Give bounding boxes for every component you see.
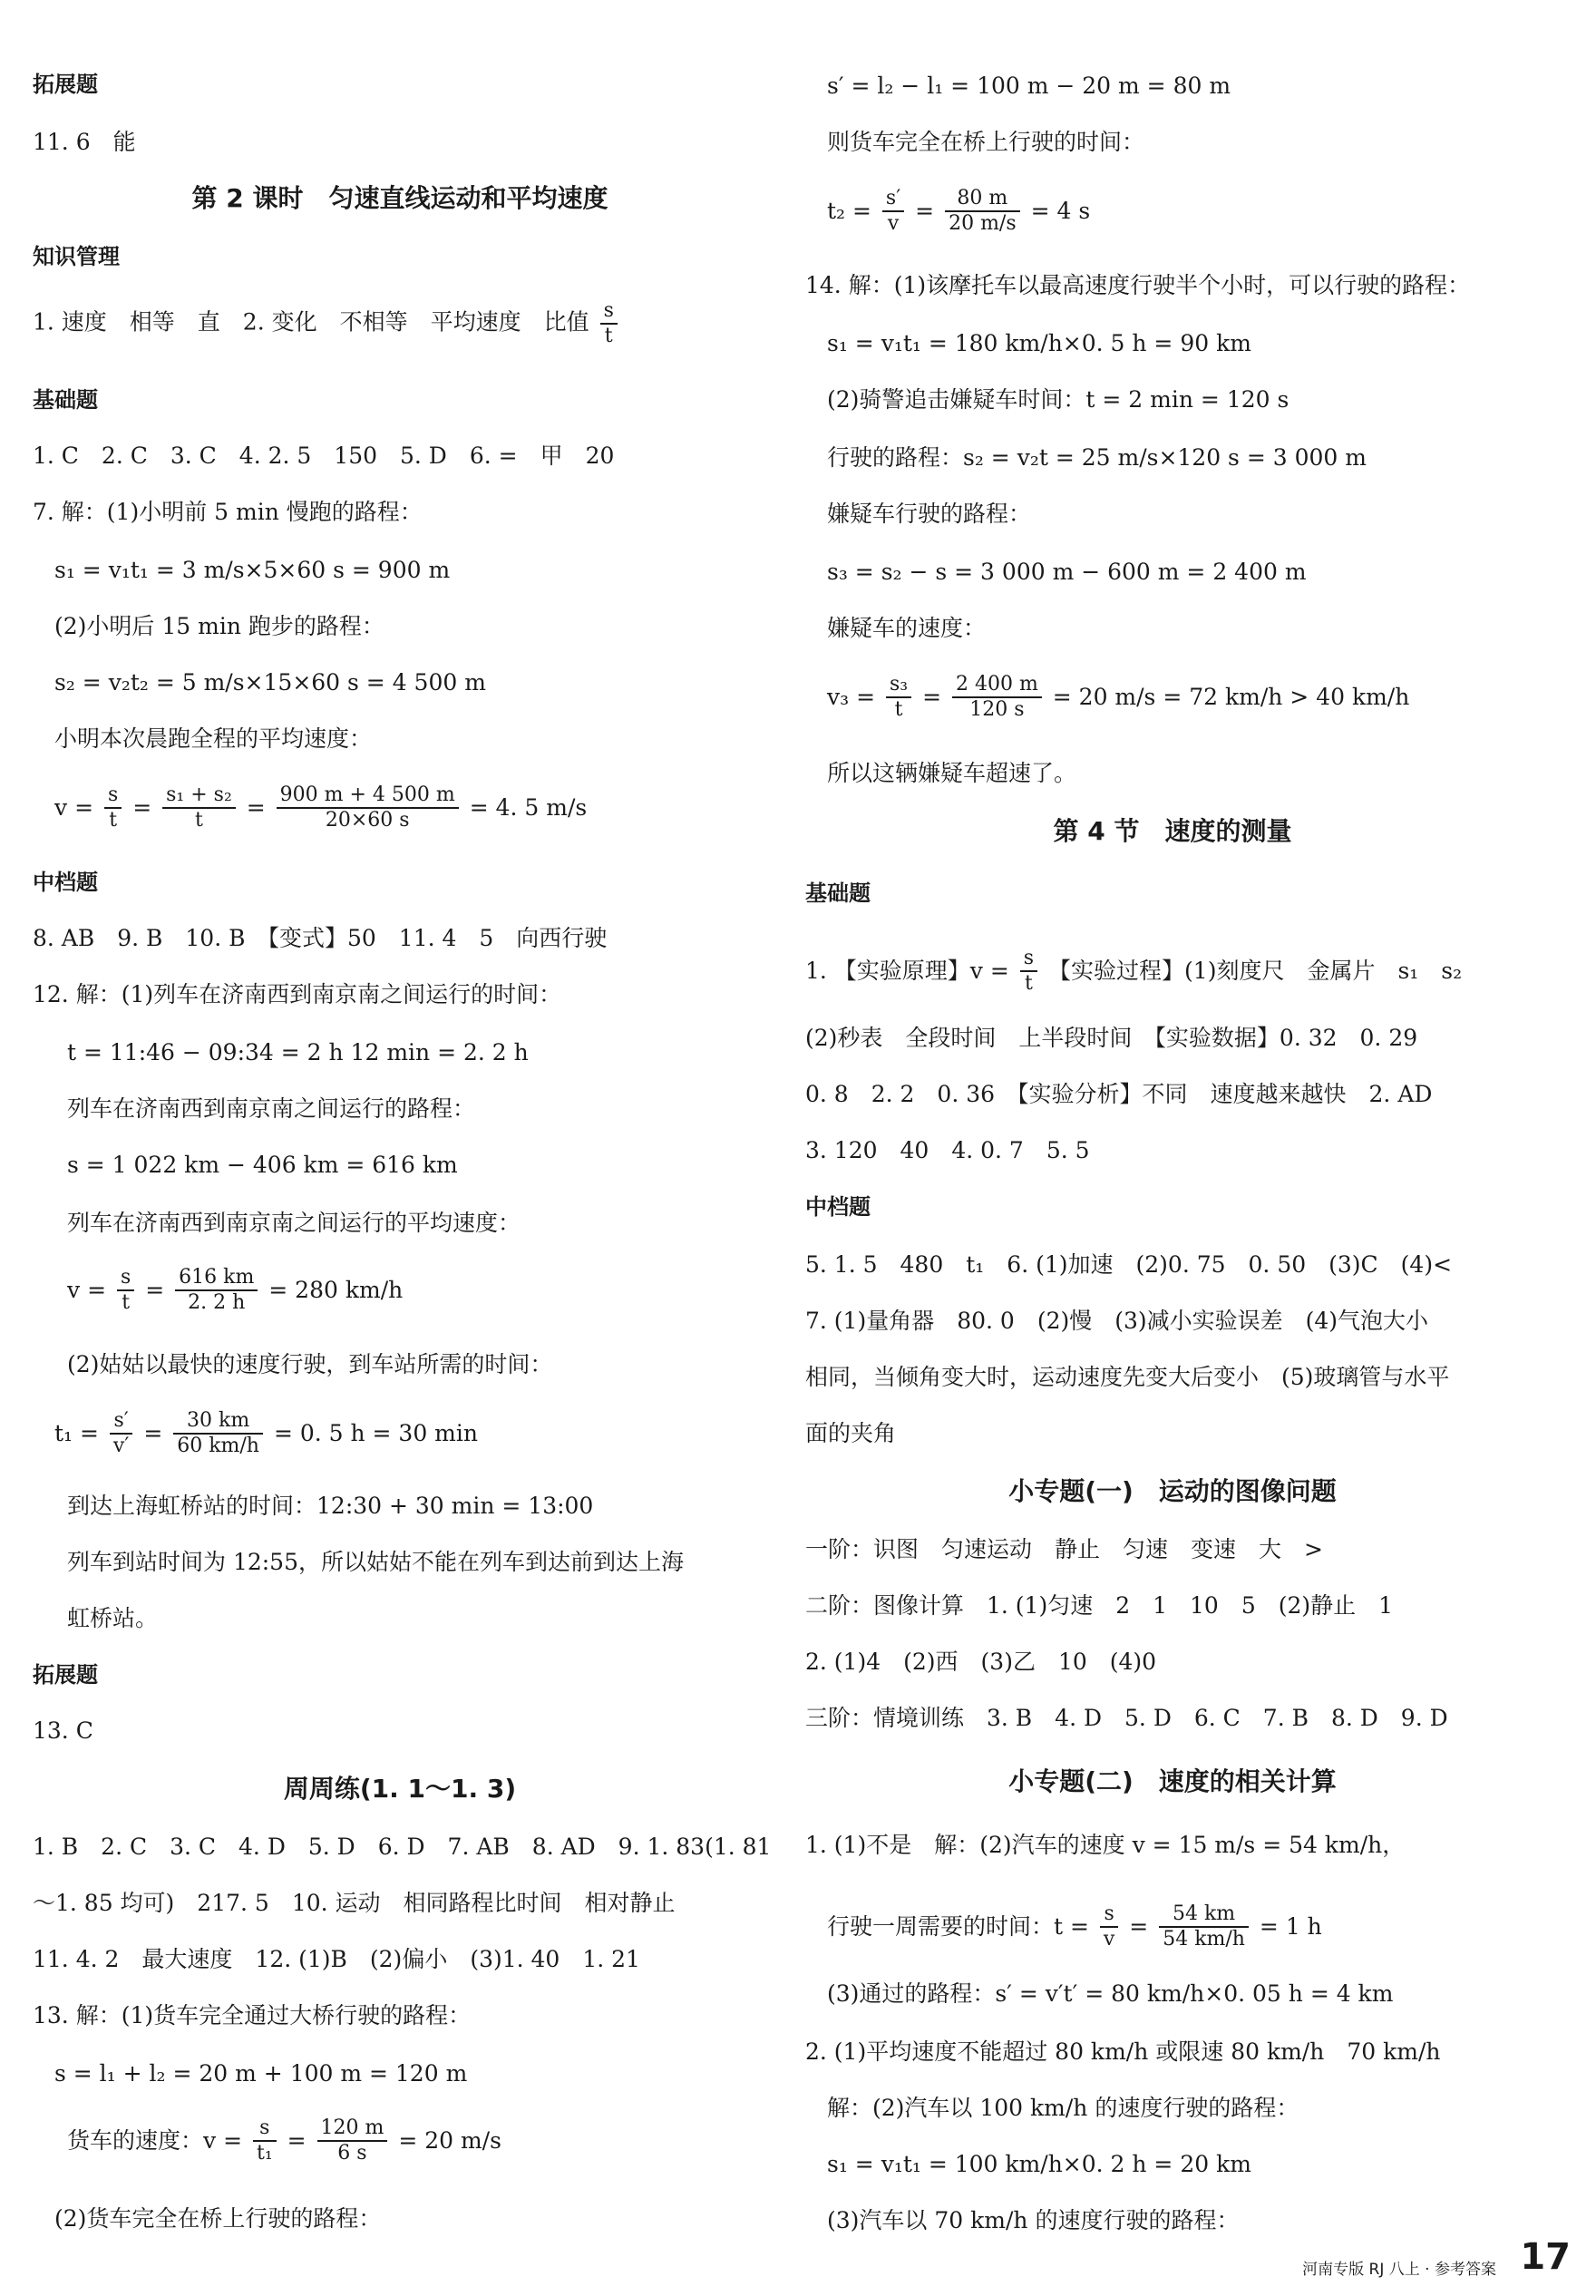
section-heading: 中档题 xyxy=(33,870,98,895)
formula-line xyxy=(67,1266,403,1315)
formula-text: = 4 s xyxy=(1030,198,1091,224)
denominator: 60 km/h xyxy=(177,1435,259,1457)
fraction xyxy=(952,673,1042,722)
answer-line: 一阶：识图 匀速运动 静止 匀速 变速 大 > xyxy=(805,1536,1323,1562)
numerator: s′ xyxy=(110,1409,132,1435)
formula-line: s₁ = v₁t₁ = 180 km/h×0. 5 h = 90 km xyxy=(827,330,1251,356)
fraction xyxy=(162,783,236,832)
section-heading: 基础题 xyxy=(805,880,871,906)
formula-text: = 280 km/h xyxy=(268,1277,404,1303)
denominator: 2. 2 h xyxy=(188,1291,246,1314)
section-heading: 拓展题 xyxy=(33,72,98,97)
formula-line: s₃ = s₂ − s = 3 000 m − 600 m = 2 400 m xyxy=(827,559,1307,585)
numerator: s xyxy=(117,1266,134,1291)
numerator: 120 m xyxy=(317,2116,388,2142)
numerator: s₁ + s₂ xyxy=(162,783,236,809)
numerator: 54 km xyxy=(1159,1902,1249,1928)
formula-text: t₁ = xyxy=(54,1420,99,1446)
numerator: 616 km xyxy=(175,1266,258,1291)
formula-text: = 20 m/s = 72 km/h > 40 km/h xyxy=(1052,684,1410,710)
numerator: 2 400 m xyxy=(952,673,1042,698)
fraction xyxy=(317,2116,388,2165)
answer-line: 面的夹角 xyxy=(805,1420,897,1446)
answer-line: 虹桥站。 xyxy=(67,1605,159,1631)
denominator: v xyxy=(1103,1928,1115,1951)
formula-line: s₁ = v₁t₁ = 100 km/h×0. 2 h = 20 km xyxy=(827,2151,1251,2177)
answer-line xyxy=(805,947,1462,996)
numerator: s xyxy=(1100,1902,1118,1928)
answer-text: 【实验过程】(1)刻度尺 金属片 s₁ s₂ xyxy=(1048,958,1463,984)
fraction xyxy=(886,673,911,722)
page-footer: 河南专版 RJ 八上 · 参考答案 xyxy=(1302,2261,1496,2279)
numerator: s xyxy=(600,299,618,325)
fraction xyxy=(253,2116,277,2165)
formula-line: s′ = l₂ − l₁ = 100 m − 20 m = 80 m xyxy=(827,73,1231,99)
formula-line xyxy=(827,187,1090,236)
answer-line: 列车在济南西到南京南之间运行的平均速度： xyxy=(67,1210,521,1236)
answer-line: 相同，当倾角变大时，运动速度先变大后变小 (5)玻璃管与水平 xyxy=(805,1364,1450,1390)
denominator: 20 m/s xyxy=(949,212,1017,235)
formula-text: = xyxy=(246,794,266,821)
fraction xyxy=(277,783,459,832)
numerator: 30 km xyxy=(173,1409,263,1435)
answer-line: 7. 解：(1)小明前 5 min 慢跑的路程： xyxy=(33,499,423,525)
answer-line: 11. 6 能 xyxy=(33,129,136,155)
lesson-title: 第 2 课时 匀速直线运动和平均速度 xyxy=(191,183,608,213)
lesson-title: 小专题(一) 运动的图像问题 xyxy=(1008,1476,1337,1506)
formula-text: v₃ = xyxy=(827,684,876,710)
formula-text: v = xyxy=(67,1277,107,1303)
answer-line: 0. 8 2. 2 0. 36 【实验分析】不同 速度越来越快 2. AD xyxy=(805,1081,1433,1107)
formula-line: (3)通过的路程：s′ = v′t′ = 80 km/h×0. 05 h = 4 km xyxy=(827,1980,1394,2007)
section-heading: 基础题 xyxy=(33,387,98,413)
denominator: 54 km/h xyxy=(1163,1928,1245,1951)
formula-text: = xyxy=(287,2127,307,2154)
answer-line: 3. 120 40 4. 0. 7 5. 5 xyxy=(805,1137,1090,1163)
answer-line: 二阶：图像计算 1. (1)匀速 2 1 10 5 (2)静止 1 xyxy=(805,1592,1394,1619)
answer-line: 11. 4. 2 最大速度 12. (1)B (2)偏小 (3)1. 40 1. 21 xyxy=(33,1946,640,1972)
answer-line: (2)骑警追击嫌疑车时间：t = 2 min = 120 s xyxy=(827,386,1289,413)
fraction xyxy=(600,299,618,348)
answer-line xyxy=(33,299,621,348)
denominator: v′ xyxy=(112,1435,130,1457)
fraction xyxy=(882,187,904,236)
denominator: v xyxy=(887,212,900,235)
numerator: s₃ xyxy=(886,673,911,698)
fraction xyxy=(1020,947,1037,996)
formula-line: t = 11:46 − 09:34 = 2 h 12 min = 2. 2 h xyxy=(67,1039,529,1065)
fraction xyxy=(104,783,122,832)
fraction xyxy=(1100,1902,1118,1951)
lesson-title: 第 4 节 速度的测量 xyxy=(1053,816,1292,846)
answer-line: 则货车完全在桥上行驶的时间： xyxy=(827,129,1145,155)
answer-line: (3)汽车以 70 km/h 的速度行驶的路程： xyxy=(827,2207,1240,2233)
answer-line: 1. B 2. C 3. C 4. D 5. D 6. D 7. AB 8. AD 9. 1. 83(1. 81 xyxy=(33,1834,772,1860)
answer-line: 5. 1. 5 480 t₁ 6. (1)加速 (2)0. 75 0. 50 (3)C (4)< xyxy=(805,1251,1453,1278)
numerator: 900 m + 4 500 m xyxy=(277,783,459,809)
formula-text: = 1 h xyxy=(1259,1913,1322,1940)
denominator: t xyxy=(109,809,118,832)
answer-text: 1. 速度 相等 直 2. 变化 不相等 平均速度 比值 xyxy=(33,308,589,336)
answer-line: 列车在济南西到南京南之间运行的路程： xyxy=(67,1095,476,1122)
formula-line: s₂ = v₂t₂ = 5 m/s×15×60 s = 4 500 m xyxy=(54,669,486,696)
formula-line: s = 1 022 km − 406 km = 616 km xyxy=(67,1152,458,1178)
formula-text: 行驶一周需要的时间：t = xyxy=(827,1913,1089,1940)
answer-line: ～1. 85 均可) 217. 5 10. 运动 相同路程比时间 相对静止 xyxy=(33,1890,676,1916)
answer-line: 解：(2)汽车以 100 km/h 的速度行驶的路程： xyxy=(827,2095,1299,2121)
formula-line xyxy=(54,783,587,832)
answer-line: 所以这辆嫌疑车超速了。 xyxy=(827,760,1077,786)
section-heading: 拓展题 xyxy=(33,1662,98,1688)
formula-text: = 4. 5 m/s xyxy=(469,794,588,821)
formula-text: v = xyxy=(54,794,94,821)
denominator: t xyxy=(122,1291,131,1314)
numerator: s xyxy=(104,783,122,809)
formula-text: = xyxy=(1129,1913,1149,1940)
formula-text: = xyxy=(915,198,935,224)
denominator: 120 s xyxy=(969,698,1025,721)
numerator: s xyxy=(1020,947,1037,972)
answer-line: 14. 解：(1)该摩托车以最高速度行驶半个小时，可以行驶的路程： xyxy=(805,272,1471,298)
formula-line xyxy=(54,1409,478,1458)
fraction xyxy=(1159,1902,1249,1951)
formula-line: s = l₁ + l₂ = 20 m + 100 m = 120 m xyxy=(54,2060,468,2087)
answer-line: 2. (1)平均速度不能超过 80 km/h 或限速 80 km/h 70 km/h xyxy=(805,2038,1441,2065)
numerator: s xyxy=(253,2116,277,2142)
denominator: t₁ xyxy=(256,2142,273,2165)
formula-line xyxy=(827,1902,1322,1951)
numerator: s′ xyxy=(882,187,904,212)
answer-line: 小明本次晨跑全程的平均速度： xyxy=(54,725,373,752)
fraction xyxy=(173,1409,263,1458)
answer-line: 列车到站时间为 12:55，所以姑姑不能在列车到达前到达上海 xyxy=(67,1549,684,1575)
formula-text: t₂ = xyxy=(827,198,871,224)
lesson-title: 小专题(二) 速度的相关计算 xyxy=(1008,1766,1337,1796)
formula-text: 货车的速度：v = xyxy=(67,2127,243,2154)
answer-line: 1. (1)不是 解：(2)汽车的速度 v = 15 m/s = 54 km/h， xyxy=(805,1832,1406,1858)
formula-text: = xyxy=(922,684,942,710)
section-heading: 知识管理 xyxy=(33,244,120,269)
fraction xyxy=(175,1266,258,1315)
answer-line: 13. C xyxy=(33,1717,93,1744)
denominator: t xyxy=(195,809,203,832)
answer-line: 嫌疑车的速度： xyxy=(827,615,987,641)
fraction xyxy=(945,187,1020,236)
formula-text: = xyxy=(132,794,152,821)
answer-line: (2)货车完全在桥上行驶的路程： xyxy=(54,2205,382,2232)
formula-line xyxy=(67,2116,501,2165)
denominator: t xyxy=(1025,972,1033,995)
denominator: t xyxy=(894,698,903,721)
answer-text: 1. 【实验原理】v = xyxy=(805,958,1009,984)
formula-text: = xyxy=(145,1277,165,1303)
answer-line: 8. AB 9. B 10. B 【变式】50 11. 4 5 向西行驶 xyxy=(33,925,608,951)
answer-line: 13. 解：(1)货车完全通过大桥行驶的路程： xyxy=(33,2002,472,2028)
lesson-title: 周周练(1. 1～1. 3) xyxy=(283,1774,517,1804)
answer-line: 2. (1)4 (2)西 (3)乙 10 (4)0 xyxy=(805,1649,1157,1675)
formula-text: = xyxy=(143,1420,163,1446)
answer-line: 嫌疑车行驶的路程： xyxy=(827,501,1032,527)
answer-line: 1. C 2. C 3. C 4. 2. 5 150 5. D 6. = 甲 20 xyxy=(33,443,615,469)
fraction xyxy=(110,1409,132,1458)
formula-text: = 20 m/s xyxy=(398,2127,501,2154)
answer-line: (2)小明后 15 min 跑步的路程： xyxy=(54,613,384,639)
answer-line: (2)姑姑以最快的速度行驶，到车站所需的时间： xyxy=(67,1351,553,1377)
page-number: 17 xyxy=(1520,2236,1571,2278)
denominator: 6 s xyxy=(337,2142,367,2165)
answer-line: 三阶：情境训练 3. B 4. D 5. D 6. C 7. B 8. D 9. D xyxy=(805,1705,1448,1731)
section-heading: 中档题 xyxy=(805,1194,871,1220)
formula-line: s₁ = v₁t₁ = 3 m/s×5×60 s = 900 m xyxy=(54,557,451,583)
answer-line: 12. 解：(1)列车在济南西到南京南之间运行的时间： xyxy=(33,981,562,1007)
denominator: t xyxy=(604,325,613,347)
numerator: 80 m xyxy=(945,187,1020,212)
answer-line: (2)秒表 全段时间 上半段时间 【实验数据】0. 32 0. 29 xyxy=(805,1025,1418,1051)
answer-line: 到达上海虹桥站的时间：12:30 + 30 min = 13:00 xyxy=(67,1493,594,1519)
formula-line: 行驶的路程：s₂ = v₂t = 25 m/s×120 s = 3 000 m xyxy=(827,444,1367,471)
denominator: 20×60 s xyxy=(325,809,410,832)
formula-line xyxy=(827,673,1409,722)
fraction xyxy=(117,1266,134,1315)
answer-line: 7. (1)量角器 80. 0 (2)慢 (3)减小实验误差 (4)气泡大小 xyxy=(805,1308,1429,1334)
formula-text: = 0. 5 h = 30 min xyxy=(273,1420,478,1446)
